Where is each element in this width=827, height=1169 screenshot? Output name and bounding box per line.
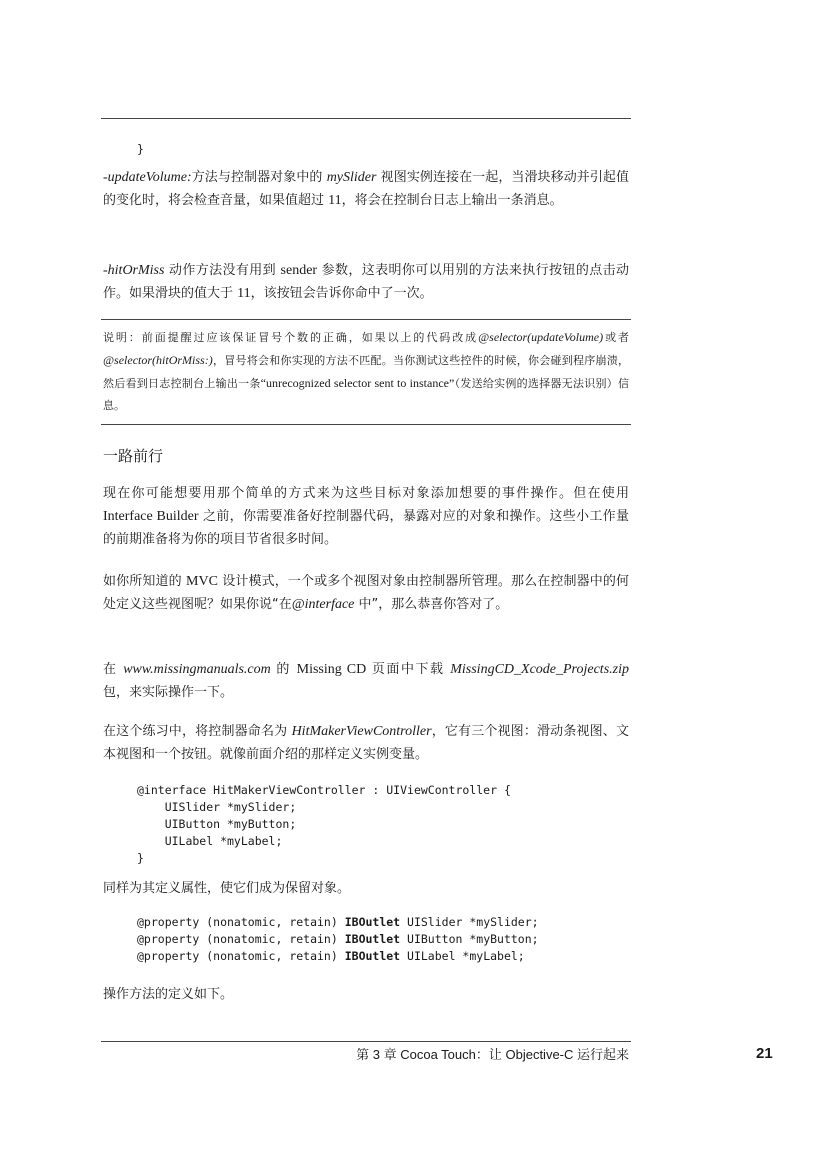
paragraph-update-volume: -updateVolume:方法与控制器对象中的 mySlider 视图实例连接在一起，当滑块移动并引起值的变化时，将会检查音量，如果值超过 11，将会在控制台日志上输出一条消息。 [103,170,629,208]
paragraph-properties: 同样为其定义属性，使它们成为保留对象。 [103,881,351,896]
code-interface: @interface HitMakerViewController : UIViewController { UISlider *mySlider; UIButton *myButton; UILabel *myLabel; } [137,783,511,865]
code-closing-brace: } [137,142,144,156]
code-properties: @property (nonatomic, retain) IBOutlet UISlider *mySlider; @property (nonatomic, retain) IBOutlet UIButton *myButton; @property (nonatomic, retain) IBOutlet UILabel *myLabel; [137,915,539,963]
note-box: 说明：前面提醒过应该保证冒号个数的正确，如果以上的代码改成@selector(updateVolume)或者@selector(hitOrMiss:)，冒号将会和你实现的方法不匹配。当你测试这些控件的时候，你会碰到程序崩溃，然后看到日志控制台上输出一条“unrecognized selector sent to instance”（发送给实例的选择器无法识别）信息。 [103,330,630,412]
paragraph-actions: 操作方法的定义如下。 [103,987,234,1002]
paragraph-hit-or-miss: -hitOrMiss 动作方法没有用到 sender 参数，这表明你可以用别的方法来执行按钮的点击动作。如果滑块的值大于 11，该按钮会告诉你命中了一次。 [103,263,629,301]
paragraph-exercise: 在这个练习中，将控制器命名为 HitMakerViewController，它有三个视图：滑动条视图、文本视图和一个按钮。就像前面介绍的那样定义实例变量。 [103,724,629,762]
paragraph-download: 在 www.missingmanuals.com 的 Missing CD 页面中下载 MissingCD_Xcode_Projects.zip 包，来实际操作一下。 [103,662,629,700]
page-number: 21 [756,1045,773,1062]
section-heading: 一路前行 [103,447,164,465]
note-bottom-rule [101,424,631,425]
note-top-rule [101,319,631,320]
top-rule [101,118,631,119]
method-name: -updateVolume: [103,170,192,185]
paragraph-mvc: 如你所知道的 MVC 设计模式，一个或多个视图对象由控制器所管理。那么在控制器中的何处定义这些视图呢？如果你说“在@interface 中”，那么恭喜你答对了。 [103,574,629,612]
note-label: 说明：前面提醒过应该保证冒号个数的正确，如果以上的代码改成 [103,331,479,344]
website-link[interactable]: www.missingmanuals.com [123,662,271,677]
footer-chapter-title: 第 3 章 Cocoa Touch：让 Objective-C 运行起来 [356,1047,629,1062]
footer-rule [101,1041,631,1042]
paragraph-intro: 现在你可能想要用那个简单的方式来为这些目标对象添加想要的事件操作。但在使用 Interface Builder 之前，你需要准备好控制器代码，暴露对应的对象和操作。这些小工作量的前期准备将为你的项目节省很多时间。 [103,486,629,547]
